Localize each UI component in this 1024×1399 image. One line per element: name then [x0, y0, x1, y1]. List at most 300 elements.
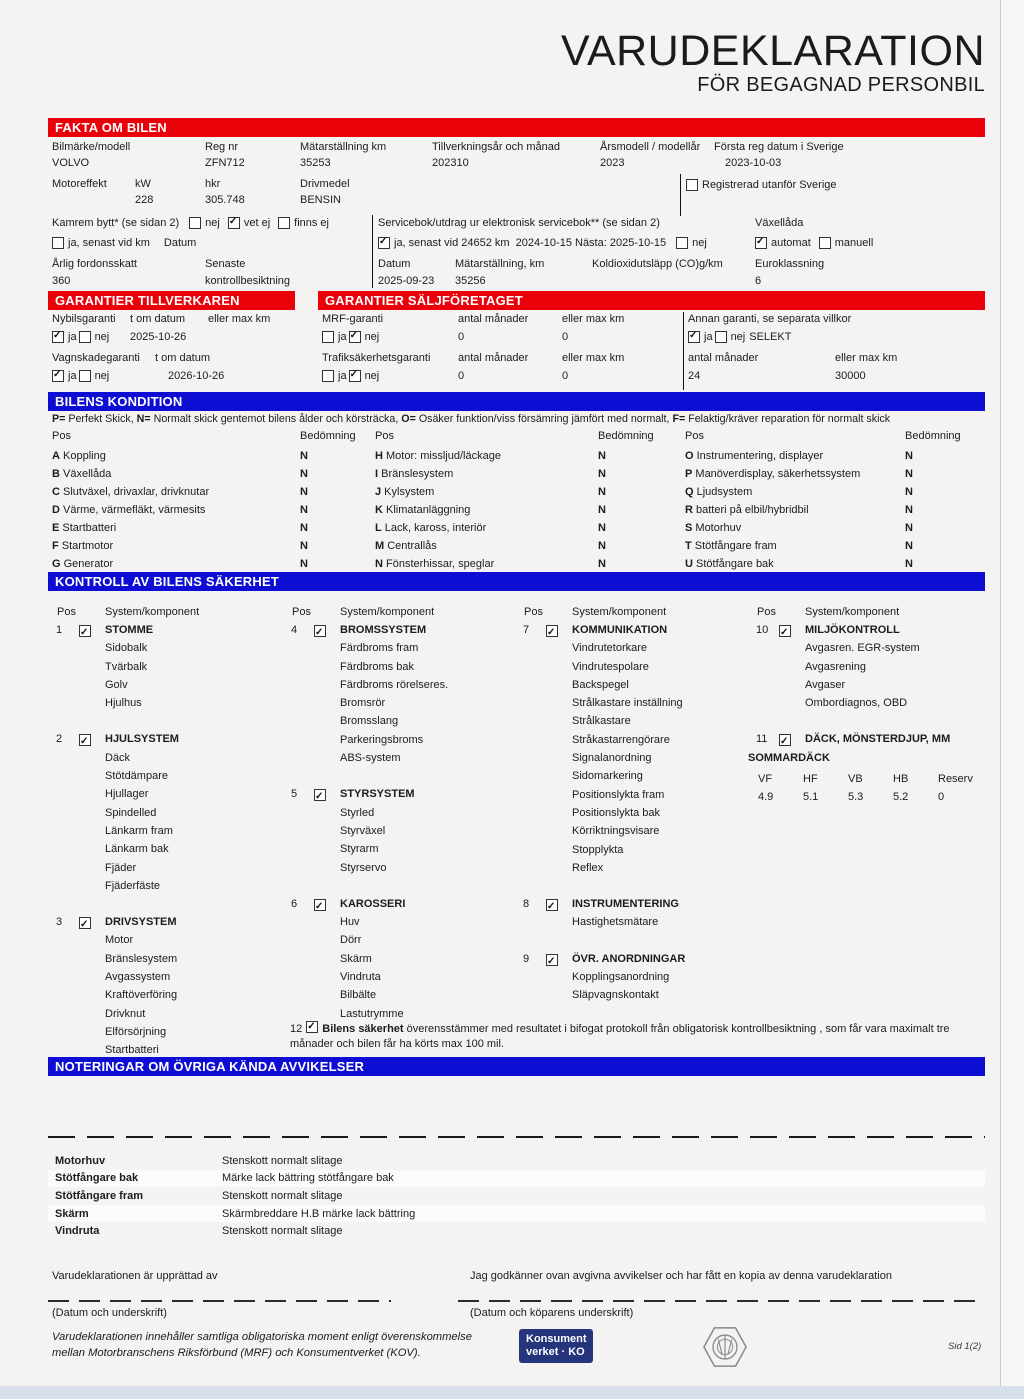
label-mrf-garanti: MRF-garanti [322, 313, 384, 325]
value-annan-antal: 24 [688, 370, 701, 382]
condition-grade: N [300, 540, 308, 552]
field-kamrem [52, 217, 329, 229]
condition-grade: N [598, 486, 606, 498]
kontroll-group-number: 2 [56, 733, 63, 746]
condition-grade: N [598, 522, 606, 534]
condition-item: C Slutväxel, drivaxlar, drivknutar [52, 486, 210, 498]
kontroll-group [48, 730, 280, 748]
condition-item: S Motorhuv [685, 522, 742, 534]
condition-letter: H [375, 450, 383, 462]
condition-item: B Växellåda [52, 468, 112, 480]
checkbox-icon[interactable] [715, 331, 727, 343]
label-senaste: Senaste [205, 258, 246, 270]
document-title: VARUDEKLARATION [560, 27, 985, 75]
label-besiktning-datum: Datum [378, 258, 411, 270]
column-header-bedomning: Bedömning [905, 430, 961, 442]
page-margin [1000, 0, 1024, 1399]
value-annan-max: 30000 [835, 370, 866, 382]
value-matarstallning2: 35256 [455, 275, 486, 287]
field-registrerad-utanfor [686, 179, 837, 191]
condition-letter: G [52, 558, 61, 570]
kontroll-item: Drivknut [105, 1007, 146, 1020]
condition-row [52, 537, 372, 555]
condition-item: T Stötfångare fram [685, 540, 777, 552]
kontroll-item: Styrarm [340, 843, 379, 856]
condition-grade: N [905, 486, 913, 498]
value-matarstallning: 35253 [300, 157, 331, 169]
checkbox-icon[interactable] [686, 179, 698, 191]
option-nej: nej [94, 331, 110, 343]
option-manuell: manuell [834, 237, 874, 249]
label-fordonsskatt: Årlig fordonsskatt [52, 258, 137, 270]
label-tillverkningsar: Tillverkningsår och månad [432, 141, 560, 153]
label-forsta-reg: Första reg datum i Sverige [714, 141, 844, 153]
kontroll-item: Avgasren. EGR-system [805, 642, 920, 655]
condition-row [52, 447, 372, 465]
checkbox-icon[interactable] [79, 331, 91, 343]
label-eller-max: eller max km [835, 352, 898, 364]
kontroll-item: Avgasrening [805, 660, 866, 673]
column-header-pos: Pos [685, 430, 704, 442]
condition-letter: P [685, 468, 693, 480]
label-annan-garanti: Annan garanti, se separata villkor [688, 313, 852, 325]
condition-row [375, 465, 675, 483]
column-header-pos: Pos [52, 430, 71, 442]
condition-letter: L [375, 522, 382, 534]
section-header-garanti-salj: GARANTIER SÄLJFÖRETAGET [318, 291, 985, 310]
condition-grade: N [300, 522, 308, 534]
checkbox-icon[interactable] [349, 370, 361, 382]
signature-line-seller[interactable] [48, 1300, 391, 1302]
checkbox-icon[interactable] [755, 237, 767, 249]
condition-letter: M [375, 540, 385, 552]
condition-row [52, 501, 372, 519]
condition-letter: E [52, 522, 60, 534]
condition-letter: J [375, 486, 382, 498]
label-vaxellada: Växellåda [755, 217, 804, 229]
kontroll-system-header: System/komponent [805, 606, 900, 618]
field-nybilsgaranti [52, 331, 109, 343]
divider [372, 215, 373, 288]
condition-letter: A [52, 450, 60, 462]
checkbox-icon[interactable] [546, 954, 558, 966]
kontroll-item: Bromsrör [340, 697, 386, 710]
legend-code: N= [136, 413, 151, 425]
condition-row [52, 555, 372, 573]
value-vagnskade-datum: 2026-10-26 [168, 370, 225, 382]
value-hkr: 305.748 [205, 194, 245, 206]
kontroll-group-name: BROMSSYSTEM [340, 624, 427, 636]
kontroll-group-number: 5 [291, 788, 298, 801]
kontroll-group-number: 9 [523, 952, 530, 965]
label-datum-koparens: (Datum och köparens underskrift) [470, 1307, 634, 1319]
value-drivmedel: BENSIN [300, 194, 341, 206]
kontroll-item: Signalanordning [572, 752, 652, 765]
tire-depth-values [748, 788, 985, 806]
item-12-text: överensstämmer med resultatet i bifogat protokoll från obligatorisk kontrollbesiktning , som får vara maximalt tre månader och bilen får ha körts max 100 mil. [290, 1023, 950, 1050]
checkbox-icon[interactable] [79, 917, 91, 929]
kontroll-item: Avgaser [805, 678, 846, 691]
condition-item: A Koppling [52, 450, 106, 462]
note-part-label: Motorhuv [55, 1154, 106, 1167]
kontroll-column [283, 603, 513, 1023]
condition-item: P Manöverdisplay, säkerhetssystem [685, 468, 861, 480]
konsumentverket-logo-line1: Konsument [526, 1333, 587, 1345]
label-antal-manader: antal månader [458, 352, 529, 364]
checkbox-icon[interactable] [322, 331, 334, 343]
condition-grade: N [598, 558, 606, 570]
note-part-label: Stötfångare fram [55, 1189, 144, 1202]
condition-grade: N [300, 558, 308, 570]
condition-item: D Värme, värmefläkt, värmesits [52, 504, 206, 516]
note-row [48, 1205, 985, 1223]
kontroll-item: Stötdämpare [105, 770, 168, 783]
checkbox-icon[interactable] [79, 625, 91, 637]
kontroll-item: Ombordiagnos, OBD [805, 697, 908, 710]
kontroll-group-name: DÄCK, MÖNSTERDJUP, MM [805, 733, 951, 746]
note-text: Stenskott normalt slitage [222, 1154, 343, 1167]
value-mrf-max: 0 [562, 331, 569, 343]
tires-subtitle: SOMMARDÄCK [748, 751, 830, 764]
condition-item: O Instrumentering, displayer [685, 450, 824, 462]
section-header-garanti-tillverkaren: GARANTIER TILLVERKAREN [48, 291, 295, 310]
condition-letter: F [52, 540, 59, 552]
column-header-bedomning: Bedömning [300, 430, 356, 442]
kontroll-item: Fjäderfäste [105, 879, 161, 892]
label-datum-underskrift: (Datum och underskrift) [52, 1307, 167, 1319]
kontroll-group-number: 7 [523, 624, 530, 636]
option-ja: ja [338, 331, 347, 343]
value-arsmodell: 2023 [600, 157, 625, 169]
option-ja: ja [68, 370, 77, 382]
kontroll-system-header: System/komponent [572, 606, 667, 618]
kontroll-item: Strålkastare [572, 715, 631, 728]
kontroll-item: Startbatteri [105, 1044, 159, 1057]
tire-depth-value: 5.2 [893, 791, 909, 804]
condition-row [685, 537, 985, 555]
condition-item: I Bränslesystem [375, 468, 454, 480]
checkbox-icon[interactable] [52, 370, 64, 382]
condition-row [375, 555, 675, 573]
kontroll-item: Spindelled [105, 806, 157, 819]
condition-grade: N [905, 522, 913, 534]
kontroll-column-header [48, 603, 280, 621]
condition-grade: N [598, 468, 606, 480]
tire-pos-label: Reserv [938, 773, 973, 786]
kontroll-item: Dörr [340, 934, 362, 947]
field-mrf-garanti [322, 331, 379, 343]
condition-letter: T [685, 540, 692, 552]
signature-line-buyer[interactable] [458, 1300, 975, 1302]
value-mrf-antal: 0 [458, 331, 465, 343]
kontroll-pos-header: Pos [57, 606, 76, 618]
checkbox-icon[interactable] [779, 625, 791, 637]
kontroll-system-header: System/komponent [340, 606, 435, 618]
checkbox-icon[interactable] [378, 237, 390, 249]
document-title-block [330, 28, 985, 97]
kontroll-group-name: KOMMUNIKATION [572, 624, 668, 636]
kontroll-item: Däck [105, 751, 131, 764]
note-row [48, 1152, 985, 1170]
value-euroklassning: 6 [755, 275, 762, 287]
condition-letter: I [375, 468, 379, 480]
tire-pos-label: VF [758, 773, 773, 786]
tire-pos-label: HF [803, 773, 818, 786]
condition-grade: N [598, 504, 606, 516]
option-automat: automat [771, 237, 811, 249]
kontroll-item: Sidobalk [105, 642, 148, 655]
value-regnr: ZFN712 [205, 157, 245, 169]
label-hkr: hkr [205, 178, 221, 190]
konsumentverket-logo [519, 1329, 593, 1363]
option-ja: ja [68, 331, 77, 343]
label-kontrollbesiktning: kontrollbesiktning [205, 275, 290, 287]
checkbox-icon[interactable] [306, 1021, 318, 1033]
kontroll-item: Länkarm fram [105, 824, 173, 837]
condition-item: J Kylsystem [375, 486, 435, 498]
kontroll-item: Körriktningsvisare [572, 825, 660, 838]
field-annan-garanti [688, 331, 791, 343]
label-motoreffekt: Motoreffekt [52, 178, 107, 190]
kontroll-item: Tvärbalk [105, 660, 148, 673]
kontroll-item: Vindruta [340, 971, 381, 984]
kontroll-group [515, 950, 747, 968]
kontroll-group-name: ÖVR. ANORDNINGAR [572, 952, 686, 965]
condition-letter: K [375, 504, 383, 516]
checkbox-icon[interactable] [779, 734, 791, 746]
kontroll-group-name: STYRSYSTEM [340, 788, 415, 801]
label-kw: kW [135, 178, 151, 190]
checkbox-icon[interactable] [314, 789, 326, 801]
note-text: Stenskott normalt slitage [222, 1189, 343, 1202]
tire-position-headers [748, 770, 985, 788]
kontroll-group [283, 895, 513, 913]
condition-item: L Lack, kaross, interiör [375, 522, 487, 534]
value-tillverkningsar: 202310 [432, 157, 469, 169]
field-vagnskadegaranti [52, 370, 109, 382]
note-part-label: Stötfångare bak [55, 1172, 139, 1185]
condition-item: E Startbatteri [52, 522, 117, 534]
kontroll-column [748, 603, 985, 807]
checkbox-icon[interactable] [52, 331, 64, 343]
value-annan-namn: SELEKT [749, 331, 792, 343]
kontroll-item: Golv [105, 678, 128, 691]
label-eller-max: eller max km [208, 313, 271, 325]
condition-letter: U [685, 558, 693, 570]
condition-item: K Klimatanläggning [375, 504, 471, 516]
legend-code: O= [401, 413, 416, 425]
condition-grade: N [905, 450, 913, 462]
option-nej: nej [94, 370, 110, 382]
page-number: Sid 1(2) [948, 1341, 982, 1352]
section-header-kontroll: KONTROLL AV BILENS SÄKERHET [48, 572, 985, 591]
condition-row [685, 465, 985, 483]
kontroll-group [748, 621, 985, 639]
kontroll-item: Hastighetsmätare [572, 916, 659, 929]
condition-grade: N [905, 558, 913, 570]
option-nej: nej [205, 217, 220, 229]
option-finns-ej: finns ej [294, 217, 329, 229]
condition-grade: N [300, 450, 308, 462]
kontroll-pos-header: Pos [524, 606, 543, 618]
condition-grade: N [905, 540, 913, 552]
label-trafiksakerhetsgaranti: Trafiksäkerhetsgaranti [322, 352, 431, 364]
kontroll-item: Länkarm bak [105, 843, 169, 856]
condition-letter: Q [685, 486, 694, 498]
kontroll-item: Vindrutespolare [572, 660, 649, 673]
field-vaxellada [755, 237, 873, 249]
kontroll-item: Kopplingsanordning [572, 971, 670, 984]
item-12-number: 12 [290, 1023, 303, 1035]
label-upprattad-av: Varudeklarationen är upprättad av [52, 1270, 218, 1282]
condition-grade: N [905, 468, 913, 480]
checkbox-icon[interactable] [676, 237, 688, 249]
kontroll-pos-header: Pos [292, 606, 311, 618]
note-text: Skärmbreddare H.B märke lack bättring [222, 1207, 416, 1220]
condition-row [52, 483, 372, 501]
kontroll-group-number: 4 [291, 624, 298, 636]
mrf-hexagon-logo-icon [702, 1325, 748, 1369]
kontroll-item: Lastutrymme [340, 1007, 404, 1020]
kontroll-item: Parkeringsbroms [340, 733, 424, 746]
kontroll-group-name: INSTRUMENTERING [572, 898, 679, 911]
option-nej: nej [364, 331, 380, 343]
checkbox-icon[interactable] [52, 237, 64, 249]
kontroll-item: Positionslykta bak [572, 806, 661, 819]
kontroll-item: Vindrutetorkare [572, 642, 648, 655]
checkbox-icon[interactable] [314, 625, 326, 637]
condition-item: G Generator [52, 558, 114, 570]
label-godkanner: Jag godkänner ovan avgivna avvikelser och har fått en kopia av denna varudeklaration [470, 1270, 892, 1282]
condition-row [375, 501, 675, 519]
kontroll-item: Kraftöverföring [105, 989, 178, 1002]
item-12-bold: Bilens säkerhet [322, 1023, 404, 1035]
condition-letter: R [685, 504, 693, 516]
kontroll-group-name: DRIVSYSTEM [105, 916, 177, 929]
value-trafik-antal: 0 [458, 370, 465, 382]
condition-row [685, 501, 985, 519]
value-servicebok-ja: ja, senast vid 24652 km 2024-10-15 Nästa: 2025-10-15 [394, 237, 667, 249]
checkbox-icon[interactable] [349, 331, 361, 343]
option-nej: nej [364, 370, 380, 382]
field-servicebok-ja [378, 237, 707, 249]
label-servicebok: Servicebok/utdrag ur elektronisk servicebok** (se sidan 2) [378, 217, 660, 229]
kontroll-column-header [283, 603, 513, 621]
kontroll-item: Backspegel [572, 678, 629, 691]
checkbox-icon[interactable] [819, 237, 831, 249]
condition-grade: N [300, 486, 308, 498]
kontroll-group-number: 11 [756, 733, 768, 746]
column-header-pos: Pos [375, 430, 394, 442]
checkbox-icon[interactable] [278, 217, 290, 229]
kontroll-group-number: 1 [56, 624, 63, 636]
kontroll-group [515, 621, 747, 639]
value-bilmarke: VOLVO [52, 157, 90, 169]
condition-row [375, 483, 675, 501]
condition-row [375, 537, 675, 555]
kontroll-item: Färdbroms bak [340, 660, 414, 673]
label-drivmedel: Drivmedel [300, 178, 350, 190]
kontroll-item: Hjulhus [105, 697, 142, 710]
kontroll-group-name: KAROSSERI [340, 897, 406, 910]
checkbox-icon[interactable] [189, 217, 201, 229]
value-kw: 228 [135, 194, 154, 206]
label-eller-max: eller max km [562, 313, 625, 325]
note-row [48, 1222, 985, 1240]
condition-item: F Startmotor [52, 540, 114, 552]
label-kamrem-ja: ja, senast vid km [68, 237, 150, 249]
kontroll-item: Bilbälte [340, 989, 377, 1002]
label-antal-manader: antal månader [688, 352, 759, 364]
kontroll-group [283, 621, 513, 639]
kontroll-item: Styrled [340, 806, 375, 819]
kontroll-item: Positionslykta fram [572, 788, 665, 801]
condition-item: R batteri på elbil/hybridbil [685, 504, 809, 516]
divider [680, 174, 681, 216]
kontroll-item: Hjullager [105, 788, 149, 801]
konsumentverket-logo-line2: verket · KO [526, 1346, 585, 1358]
kontroll-item: Bromsslang [340, 715, 399, 728]
label-tom-datum: t om datum [155, 352, 211, 364]
checkbox-icon[interactable] [546, 625, 558, 637]
condition-letter: S [685, 522, 693, 534]
legend-code: F= [672, 413, 686, 425]
kontroll-item: ABS-system [340, 752, 401, 765]
label-matarstallning: Mätarställning km [300, 141, 387, 153]
fine-print: Varudeklarationen innehåller samtliga obligatoriska moment enligt överenskommelse mellan Motorbranschens Riksförbund (MRF) och Konsumentverket (KOV). [52, 1331, 472, 1359]
tire-pos-label: HB [893, 773, 909, 786]
label-eller-max: eller max km [562, 352, 625, 364]
option-vet-ej: vet ej [243, 217, 271, 229]
checkbox-icon[interactable] [322, 370, 334, 382]
kontroll-group-name: HJULSYSTEM [105, 733, 179, 746]
kontroll-group-number: 3 [56, 916, 63, 929]
kontroll-item: Färdbroms fram [340, 642, 419, 655]
checkbox-icon[interactable] [228, 217, 240, 229]
checkbox-icon[interactable] [688, 331, 700, 343]
condition-item: N Fönsterhissar, speglar [375, 558, 495, 570]
label-euroklassning: Euroklassning [755, 258, 825, 270]
checkbox-icon[interactable] [79, 734, 91, 746]
checkbox-icon[interactable] [546, 899, 558, 911]
condition-row [52, 465, 372, 483]
kontroll-column [48, 603, 280, 1060]
tire-pos-label: VB [848, 773, 863, 786]
condition-letter: O [685, 450, 694, 462]
note-text: Stenskott normalt slitage [222, 1225, 343, 1238]
condition-letter: N [375, 558, 383, 570]
label-nybilsgaranti: Nybilsgaranti [52, 313, 116, 325]
checkbox-icon[interactable] [314, 899, 326, 911]
kontroll-item: Huv [340, 916, 360, 929]
section-header-noteringar: NOTERINGAR OM ÖVRIGA KÄNDA AVVIKELSER [48, 1057, 985, 1076]
condition-item: M Centrallås [375, 540, 437, 552]
value-fordonsskatt: 360 [52, 275, 71, 287]
value-trafik-max: 0 [562, 370, 569, 382]
condition-row [375, 519, 675, 537]
condition-row [685, 447, 985, 465]
kontroll-system-header: System/komponent [105, 606, 200, 618]
label-vagnskadegaranti: Vagnskadegaranti [52, 352, 140, 364]
checkbox-icon[interactable] [79, 370, 91, 382]
condition-item: Q Ljudsystem [685, 486, 753, 498]
label-kamrem: Kamrem bytt* (se sidan 2) [52, 217, 180, 229]
condition-item: U Stötfångare bak [685, 558, 774, 570]
kontroll-group [48, 621, 280, 639]
condition-grade: N [300, 468, 308, 480]
note-text: Märke lack bättring stötfångare bak [222, 1172, 394, 1185]
condition-legend: P= Perfekt Skick, N= Normalt skick gentemot bilens ålder och körsträcka, O= Osäker funktion/viss försämring jämfört med normalt, F= Felaktig/kräver reparation för normalt skick [52, 413, 891, 425]
